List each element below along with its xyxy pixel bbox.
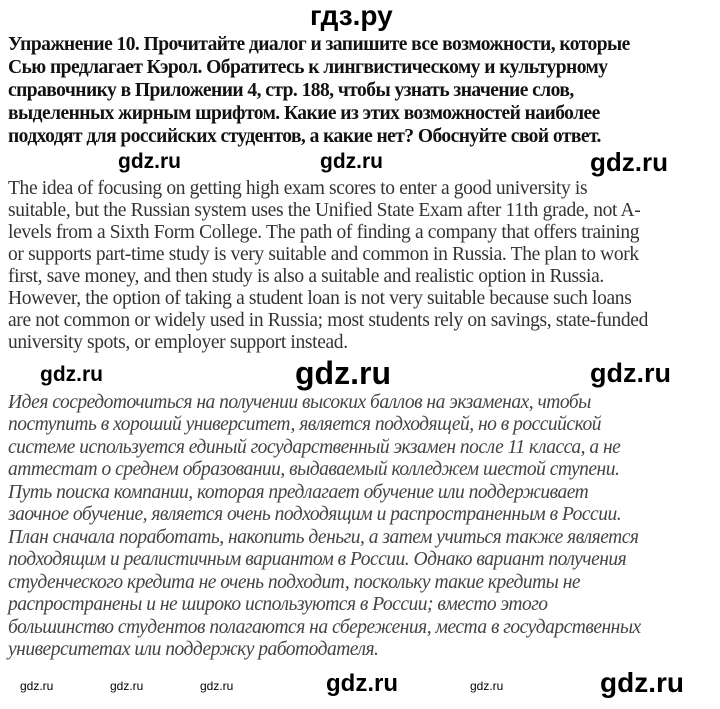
watermark: gdz.ru xyxy=(590,147,668,177)
task-line: подходят для российских студентов, а какие нет? Обоснуйте свой ответ. xyxy=(8,126,601,147)
translation-line: подходящим и реалистичным вариантом в России. Однако вариант получения xyxy=(8,549,627,570)
answer-line: first, save money, and then study is also a suitable and realistic option in Russia. xyxy=(8,266,604,287)
translation-line: Идея сосредоточиться на получении высоких баллов на экзаменах, чтобы xyxy=(8,392,591,413)
task-line: Упражнение 10. Прочитайте диалог и запишите все возможности, которые xyxy=(8,34,630,55)
watermark: gdz.ru xyxy=(295,355,391,391)
watermark: gdz.ru xyxy=(590,358,671,388)
translation-line: План сначала поработать, накопить деньги, а затем учиться также является xyxy=(8,527,639,548)
watermark: gdz.ru xyxy=(20,679,54,693)
translation-line: системе используется единый государственный экзамен после 11 класса, а не xyxy=(8,437,621,458)
answer-line: levels from a Sixth Form College. The path of finding a company that offers training xyxy=(8,222,640,243)
translation-line: заочное обучение, является очень подходящим и распространенным в России. xyxy=(8,504,622,525)
watermark: gdz.ru xyxy=(200,679,234,693)
answer-line: or supports part-time study is very suitable and common in Russia. The plan to work xyxy=(8,244,639,265)
watermark: gdz.ru xyxy=(110,679,144,693)
watermark: gdz.ru xyxy=(320,150,383,173)
watermark: gdz.ru xyxy=(40,363,103,386)
translation-line: большинство студентов полагаются на сбережения, места в государственных xyxy=(8,617,641,638)
translation-line: поступить в хороший университет, является подходящей, но в российской xyxy=(8,414,601,435)
translation-line: студенческого кредита не очень подходит, поскольку такие кредиты не xyxy=(8,572,581,593)
translation-line: аттестат о среднем образовании, выдаваемый колледжем шестой ступени. xyxy=(8,459,620,480)
answer-line: university spots, or employer support instead. xyxy=(8,332,348,353)
watermark: gdz.ru xyxy=(118,150,181,173)
task-line: Сью предлагает Кэрол. Обратитесь к лингвистическому и культурному xyxy=(8,57,608,78)
answer-line: However, the option of taking a student loan is not very suitable because such loans xyxy=(8,288,632,309)
answer-line: are not common or widely used in Russia; most students rely on savings, state-funded xyxy=(8,310,648,331)
translation-line: Путь поиска компании, которая предлагает обучение или поддерживает xyxy=(8,482,589,503)
watermark: gdz.ru xyxy=(600,667,684,698)
answer-line: suitable, but the Russian system uses the Unified State Exam after 11th grade, not A- xyxy=(8,200,641,221)
translation-line: распространены и не широко используются в России; вместо этого xyxy=(8,594,548,615)
answer-line: The idea of focusing on getting high exam scores to enter a good university is xyxy=(8,178,588,199)
task-line: справочнику в Приложении 4, стр. 188, чтобы узнать значение слов, xyxy=(8,80,574,101)
watermark: gdz.ru xyxy=(470,679,504,693)
task-line: выделенных жирным шрифтом. Какие из этих возможностей наиболее xyxy=(8,103,600,124)
watermark: gdz.ru xyxy=(326,670,398,697)
site-title[interactable]: гдз.ру xyxy=(310,0,393,31)
translation-line: университетах или поддержку работодателя. xyxy=(8,639,379,660)
